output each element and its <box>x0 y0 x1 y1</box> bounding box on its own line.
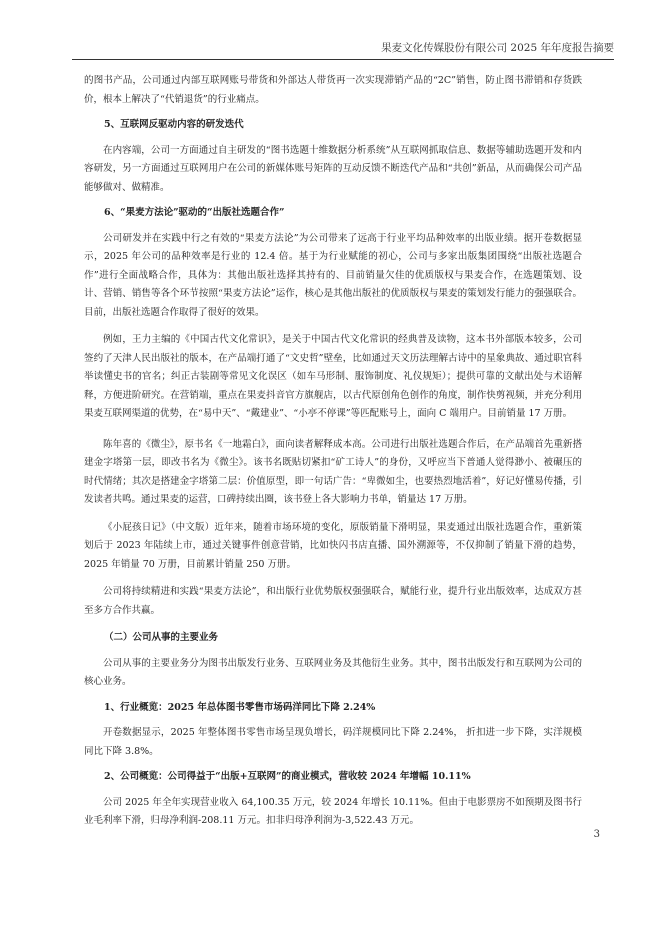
paragraph-conclusion: 公司将持续精进和实践“果麦方法论”，和出版行业优势版权强强联合，赋能行业，提升行业出版效率，达成双方甚至多方合作共赢。 <box>84 586 582 616</box>
paragraph-content-iteration: 在内容端，公司一方面通过自主研发的“图书选题十维数据分析系统”从互联网抓取信息、数据等辅助选题开发和内容研发，另一方面通过互联网用户在公司的新媒体账号矩阵的互动反馈不断迭代产品和“共创”新品，从而确保公司产品能够做对、做精准。 <box>84 144 582 193</box>
section-heading-company-overview: 2、公司概览：公司得益于“出版+互联网”的商业模式，营收较 2024 年增幅 10.11% <box>104 771 471 782</box>
paragraph-main-business: 公司从事的主要业务分为图书出版发行业务、互联网业务及其他衍生业务。其中，图书出版发行和互联网为公司的核心业务。 <box>84 657 582 687</box>
paragraph-example-culture: 例如，王力主编的《中国古代文化常识》，是关于中国古代文化常识的经典普及读物，这本书外部版本较多，公司签约了天津人民出版社的版本，在产品端打通了“文史哲”壁垒，比如通过天文历法理解古诗中的星象典故、通过职官科举读懂史书的官名；纠正古装剧等常见文化误区（如车马形制、服饰制度、礼仪规矩）；提供可靠的文献出处与术语解释，方便进阶研究。在营销端，重点在果麦抖音官方旗舰店，以古代原创角色创作的角度，制作快剪视频，并充分利用果麦互联网渠道的优势，在“易中天”、“戴建业”、“小亭不停课”等匹配账号上，面向 C 端用户。目前销量 17 万册。 <box>84 334 582 419</box>
paragraph-example-wimpy-kid: 《小屁孩日记》（中文版）近年来，随着市场环境的变化，原版销量下滑明显，果麦通过出版社选题合作，重新策划后于 2023 年陆续上市，通过关键事件创意营销，比如快闪书店直播、国外溯源等，不仅抑制了销量下滑的趋势，2025 年销量 70 万册，目前累计销量 250 万册。 <box>84 521 582 570</box>
page-body <box>84 72 582 831</box>
paragraph-industry-overview: 开卷数据显示，2025 年整体图书零售市场呈现负增长，码洋规模同比下降 2.24%， 折扣进一步下降，实洋规模同比下降 3.8%。 <box>84 727 582 757</box>
paragraph-company-overview: 公司 2025 年全年实现营业收入 64,100.35 万元，较 2024 年增长 10.11%。但由于电影票房不如预期及图书行业毛利率下滑，归母净利润-208.11 万元。扣非归母净利润为-3,522.43 万元。 <box>84 796 582 826</box>
section-heading-5: 5、互联网反驱动内容的研发迭代 <box>104 119 244 130</box>
paragraph-methodology: 公司研发并在实践中行之有效的“果麦方法论”为公司带来了远高于行业平均品种效率的出版业绩。据开卷数据显示，2025 年公司的品种效率是行业的 12.4 倍。基于为行业赋能的初心，公司与多家出版集团围绕“出版社选题合作”进行全面战略合作，具体为：其他出版社选择其持有的、目前销量欠佳的优质版权与果麦合作，在选题策划、设计、营销、销售等各个环节按照“果麦方法论”运作，核心是其他出版社的优质版权与果麦的策划发行能力的强强联合。目前，出版社选题合作取得了很好的效果。 <box>84 232 582 318</box>
report-header-title: 果麦文化传媒股份有限公司 2025 年年度报告摘要 <box>381 42 614 54</box>
paragraph-example-weichen: 陈年喜的《微尘》，原书名《一地霜白》，面向读者解释成本高。公司进行出版社选题合作后，在产品端首先重新搭建金字塔第一层，即改书名为《微尘》。该书名既贴切紧扣“矿工诗人”的身份，又呼应当下普通人觉得渺小、被碾压的时代情绪；其次是搭建金字塔第二层：价值原型，即一句话广告：“卑微如尘，也要热烈地活着”，好记好懂易传播，引发读者共鸣。通过果麦的运营，口碑持续出圈，该书登上各大影响力书单，销量达 17 万册。 <box>84 438 582 505</box>
section-heading-industry-overview: 1、行业概览：2025 年总体图书零售市场码洋同比下降 2.24% <box>104 701 376 713</box>
section-heading-6: 6、“果麦方法论”驱动的“出版社选题合作” <box>104 207 285 218</box>
report-header <box>72 40 614 60</box>
page-number: 3 <box>593 829 600 840</box>
paragraph-continued: 的图书产品，公司通过内部互联网账号带货和外部达人带货再一次实现滞销产品的“2C”销售，防止图书滞销和存货跌价，根本上解决了“代销退货”的行业痛点。 <box>84 75 582 105</box>
section-heading-main-business: （二）公司从事的主要业务 <box>104 632 219 643</box>
